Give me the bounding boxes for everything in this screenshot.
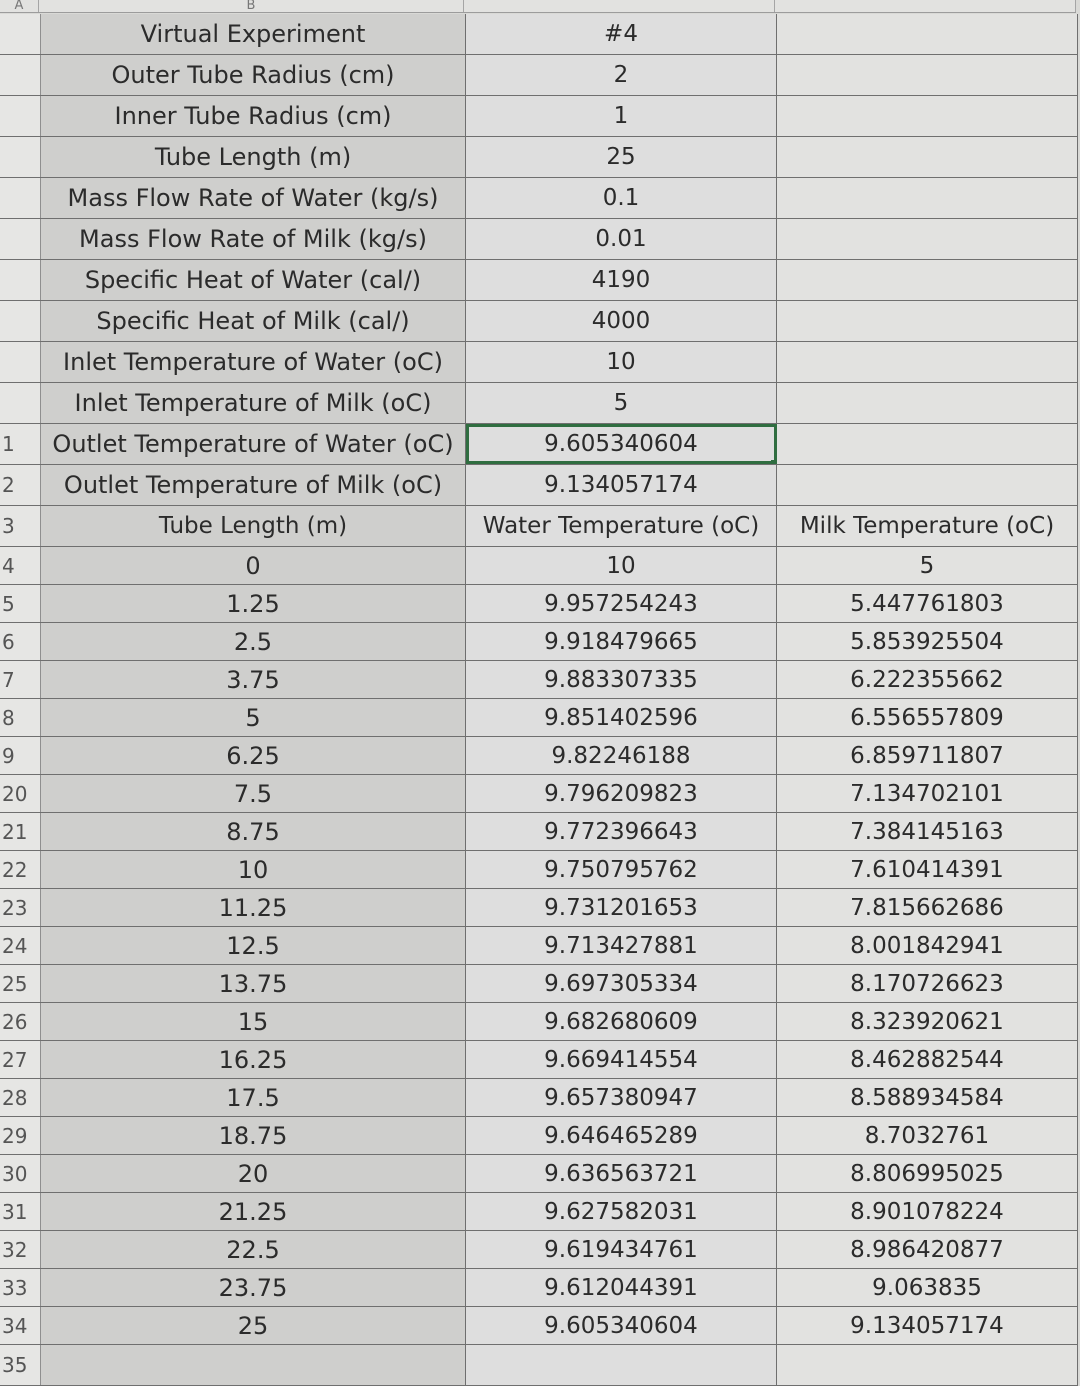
water-temperature-cell[interactable]: 9.750795762	[466, 851, 777, 888]
tube-length-cell[interactable]: 10	[41, 851, 466, 888]
milk-temperature-cell[interactable]: 7.384145163	[777, 813, 1078, 850]
row-number[interactable]: 8	[0, 699, 41, 736]
table-row	[0, 1003, 1078, 1041]
water-temperature-cell[interactable]: 9.657380947	[466, 1079, 777, 1116]
table-row	[0, 661, 1078, 699]
parameter-label[interactable]: Outer Tube Radius (cm)	[41, 55, 466, 95]
water-temperature-cell[interactable]: 9.682680609	[466, 1003, 777, 1040]
empty-cell[interactable]	[777, 96, 1078, 136]
row-number[interactable]: 22	[0, 851, 41, 888]
tube-length-cell[interactable]: 1.25	[41, 585, 466, 622]
row-number[interactable]	[0, 137, 41, 177]
water-temperature-cell[interactable]: 9.612044391	[466, 1269, 777, 1306]
row-number[interactable]	[0, 383, 41, 423]
row-number[interactable]: 6	[0, 623, 41, 660]
parameter-label[interactable]: Inlet Temperature of Water (oC)	[41, 342, 466, 382]
row-number[interactable]: 2	[0, 465, 41, 505]
water-temperature-cell[interactable]: 9.605340604	[466, 1307, 777, 1344]
tube-length-cell[interactable]: 3.75	[41, 661, 466, 698]
row-number[interactable]: 30	[0, 1155, 41, 1192]
header-tube-length[interactable]: Tube Length (m)	[41, 506, 466, 546]
water-temperature-cell[interactable]: 9.957254243	[466, 585, 777, 622]
water-temperature-cell[interactable]: 9.82246188	[466, 737, 777, 774]
parameter-value[interactable]: 0.01	[466, 219, 777, 259]
milk-temperature-cell[interactable]: 8.986420877	[777, 1231, 1078, 1268]
water-temperature-cell[interactable]: 10	[466, 547, 777, 584]
row-number[interactable]: 26	[0, 1003, 41, 1040]
row-number[interactable]	[0, 219, 41, 259]
row-number[interactable]: 29	[0, 1117, 41, 1154]
milk-temperature-cell[interactable]: 5.447761803	[777, 585, 1078, 622]
input-row	[0, 260, 1078, 301]
row-number[interactable]: 34	[0, 1307, 41, 1344]
parameter-label[interactable]: Inner Tube Radius (cm)	[41, 96, 466, 136]
input-row	[0, 301, 1078, 342]
water-temperature-cell[interactable]: 9.646465289	[466, 1117, 777, 1154]
table-row	[0, 813, 1078, 851]
row-number[interactable]	[0, 55, 41, 95]
empty-cell[interactable]	[777, 55, 1078, 95]
tube-length-cell[interactable]: 17.5	[41, 1079, 466, 1116]
parameter-value[interactable]: 9.134057174	[466, 465, 777, 505]
milk-temperature-cell[interactable]: 9.063835	[777, 1269, 1078, 1306]
row-number[interactable]: 5	[0, 585, 41, 622]
empty-cell[interactable]	[777, 137, 1078, 177]
table-row	[0, 927, 1078, 965]
row-number[interactable]: 25	[0, 965, 41, 1002]
row-number[interactable]	[0, 96, 41, 136]
milk-temperature-cell[interactable]: 6.556557809	[777, 699, 1078, 736]
row-number[interactable]: 21	[0, 813, 41, 850]
table-row	[0, 699, 1078, 737]
tube-length-cell[interactable]: 2.5	[41, 623, 466, 660]
parameter-value[interactable]: 2	[466, 55, 777, 95]
milk-temperature-cell[interactable]: 5.853925504	[777, 623, 1078, 660]
row-number[interactable]	[0, 14, 41, 54]
water-temperature-cell[interactable]: 9.627582031	[466, 1193, 777, 1230]
table-row	[0, 1193, 1078, 1231]
row-number[interactable]: 23	[0, 889, 41, 926]
table-row	[0, 1117, 1078, 1155]
water-temperature-cell[interactable]: 9.883307335	[466, 661, 777, 698]
parameter-label[interactable]: Outlet Temperature of Milk (oC)	[41, 465, 466, 505]
row-number[interactable]	[0, 260, 41, 300]
water-temperature-cell[interactable]: 9.669414554	[466, 1041, 777, 1078]
table-row	[0, 1307, 1078, 1345]
milk-temperature-cell[interactable]: 7.134702101	[777, 775, 1078, 812]
water-temperature-cell[interactable]: 9.851402596	[466, 699, 777, 736]
tube-length-cell[interactable]: 7.5	[41, 775, 466, 812]
empty-cell[interactable]	[777, 260, 1078, 300]
fill-handle[interactable]	[771, 460, 777, 464]
row-number[interactable]: 3	[0, 506, 41, 546]
parameter-label[interactable]: Mass Flow Rate of Milk (kg/s)	[41, 219, 466, 259]
empty-cell[interactable]	[777, 301, 1078, 341]
table-row	[0, 623, 1078, 661]
water-temperature-cell[interactable]: 9.713427881	[466, 927, 777, 964]
table-row	[0, 1231, 1078, 1269]
row-number[interactable]: 20	[0, 775, 41, 812]
input-row	[0, 383, 1078, 424]
row-number[interactable]: 35	[0, 1345, 41, 1385]
table-row	[0, 775, 1078, 813]
milk-temperature-cell[interactable]: 7.610414391	[777, 851, 1078, 888]
cell-grid	[0, 14, 1078, 1386]
table-row	[0, 1041, 1078, 1079]
input-row	[0, 465, 1078, 506]
tube-length-cell[interactable]: 11.25	[41, 889, 466, 926]
row-number[interactable]: 7	[0, 661, 41, 698]
tube-length-cell[interactable]: 6.25	[41, 737, 466, 774]
parameter-label[interactable]: Specific Heat of Water (cal/)	[41, 260, 466, 300]
parameter-label[interactable]: Tube Length (m)	[41, 137, 466, 177]
water-temperature-cell[interactable]: 9.918479665	[466, 623, 777, 660]
row-number[interactable]: 24	[0, 927, 41, 964]
input-row	[0, 342, 1078, 383]
empty-cell[interactable]	[777, 465, 1078, 505]
tube-length-cell[interactable]: 25	[41, 1307, 466, 1344]
row-number[interactable]: 4	[0, 547, 41, 584]
table-row	[0, 965, 1078, 1003]
water-temperature-cell[interactable]: 9.636563721	[466, 1155, 777, 1192]
parameter-value[interactable]: 1	[466, 96, 777, 136]
tube-length-cell[interactable]: 22.5	[41, 1231, 466, 1268]
tube-length-cell[interactable]: 13.75	[41, 965, 466, 1002]
column-header-bar	[0, 0, 1076, 13]
row-number[interactable]	[0, 178, 41, 218]
milk-temperature-cell[interactable]: 8.323920621	[777, 1003, 1078, 1040]
inputs-block	[0, 14, 1078, 506]
milk-temperature-cell[interactable]: 8.588934584	[777, 1079, 1078, 1116]
tube-length-cell[interactable]: 15	[41, 1003, 466, 1040]
empty-cell[interactable]	[777, 178, 1078, 218]
water-temperature-cell[interactable]: 9.697305334	[466, 965, 777, 1002]
row-number[interactable]: 27	[0, 1041, 41, 1078]
tube-length-cell[interactable]: 18.75	[41, 1117, 466, 1154]
tube-length-cell[interactable]: 8.75	[41, 813, 466, 850]
milk-temperature-cell[interactable]: 6.859711807	[777, 737, 1078, 774]
tube-length-cell[interactable]: 12.5	[41, 927, 466, 964]
milk-temperature-cell[interactable]: 8.7032761	[777, 1117, 1078, 1154]
parameter-value[interactable]: 4000	[466, 301, 777, 341]
table-row	[0, 585, 1078, 623]
table-row	[0, 547, 1078, 585]
empty-cell[interactable]	[777, 219, 1078, 259]
table-row	[0, 737, 1078, 775]
parameter-value[interactable]: 4190	[466, 260, 777, 300]
row-number[interactable]: 33	[0, 1269, 41, 1306]
water-temperature-cell[interactable]: 9.796209823	[466, 775, 777, 812]
table-row	[0, 1269, 1078, 1307]
milk-temperature-cell[interactable]: 8.901078224	[777, 1193, 1078, 1230]
table-row	[0, 1079, 1078, 1117]
milk-temperature-cell[interactable]: 8.001842941	[777, 927, 1078, 964]
milk-temperature-cell[interactable]: 5	[777, 547, 1078, 584]
table-header-row	[0, 506, 1078, 547]
table-row	[0, 889, 1078, 927]
row-number[interactable]: 1	[0, 424, 41, 464]
column-header-b[interactable]: B	[39, 0, 464, 12]
header-water-temperature[interactable]: Water Temperature (oC)	[466, 506, 777, 546]
header-milk-temperature[interactable]: Milk Temperature (oC)	[777, 506, 1078, 546]
input-row	[0, 137, 1078, 178]
water-temperature-cell[interactable]: 9.772396643	[466, 813, 777, 850]
empty-cell[interactable]	[41, 1345, 466, 1385]
empty-row	[0, 1345, 1078, 1386]
parameter-label[interactable]: Outlet Temperature of Water (oC)	[41, 424, 466, 464]
milk-temperature-cell[interactable]: 6.222355662	[777, 661, 1078, 698]
empty-cell[interactable]	[777, 14, 1078, 54]
tube-length-cell[interactable]: 16.25	[41, 1041, 466, 1078]
tube-length-cell[interactable]: 5	[41, 699, 466, 736]
empty-cell[interactable]	[777, 1345, 1078, 1385]
row-number[interactable]: 28	[0, 1079, 41, 1116]
input-row	[0, 424, 1078, 465]
milk-temperature-cell[interactable]: 7.815662686	[777, 889, 1078, 926]
row-number[interactable]: 32	[0, 1231, 41, 1268]
parameter-value[interactable]: 0.1	[466, 178, 777, 218]
parameter-label[interactable]: Specific Heat of Milk (cal/)	[41, 301, 466, 341]
parameter-value[interactable]: #4	[466, 14, 777, 54]
parameter-label[interactable]: Mass Flow Rate of Water (kg/s)	[41, 178, 466, 218]
parameter-value[interactable]: 5	[466, 383, 777, 423]
input-row	[0, 219, 1078, 260]
empty-cell[interactable]	[777, 383, 1078, 423]
milk-temperature-cell[interactable]: 9.134057174	[777, 1307, 1078, 1344]
milk-temperature-cell[interactable]: 8.170726623	[777, 965, 1078, 1002]
parameter-label[interactable]: Inlet Temperature of Milk (oC)	[41, 383, 466, 423]
input-row	[0, 178, 1078, 219]
water-temperature-cell[interactable]: 9.619434761	[466, 1231, 777, 1268]
tube-length-cell[interactable]: 21.25	[41, 1193, 466, 1230]
parameter-value[interactable]: 9.605340604	[466, 424, 777, 464]
parameter-label[interactable]: Virtual Experiment	[41, 14, 466, 54]
row-number[interactable]	[0, 301, 41, 341]
milk-temperature-cell[interactable]: 8.806995025	[777, 1155, 1078, 1192]
parameter-value[interactable]: 25	[466, 137, 777, 177]
tube-length-cell[interactable]: 20	[41, 1155, 466, 1192]
parameter-value[interactable]: 10	[466, 342, 777, 382]
milk-temperature-cell[interactable]: 8.462882544	[777, 1041, 1078, 1078]
water-temperature-cell[interactable]: 9.731201653	[466, 889, 777, 926]
data-block	[0, 547, 1078, 1345]
tube-length-cell[interactable]: 23.75	[41, 1269, 466, 1306]
column-header-c[interactable]	[464, 0, 775, 12]
tube-length-cell[interactable]: 0	[41, 547, 466, 584]
row-number[interactable]: 31	[0, 1193, 41, 1230]
empty-cell[interactable]	[466, 1345, 777, 1385]
input-row	[0, 55, 1078, 96]
table-row	[0, 1155, 1078, 1193]
table-row	[0, 851, 1078, 889]
input-row	[0, 96, 1078, 137]
empty-cell[interactable]	[777, 342, 1078, 382]
input-row	[0, 14, 1078, 55]
row-number[interactable]: 9	[0, 737, 41, 774]
column-header-a[interactable]: A	[0, 0, 39, 12]
row-number[interactable]	[0, 342, 41, 382]
empty-cell[interactable]	[777, 424, 1078, 464]
column-header-d[interactable]	[775, 0, 1076, 12]
